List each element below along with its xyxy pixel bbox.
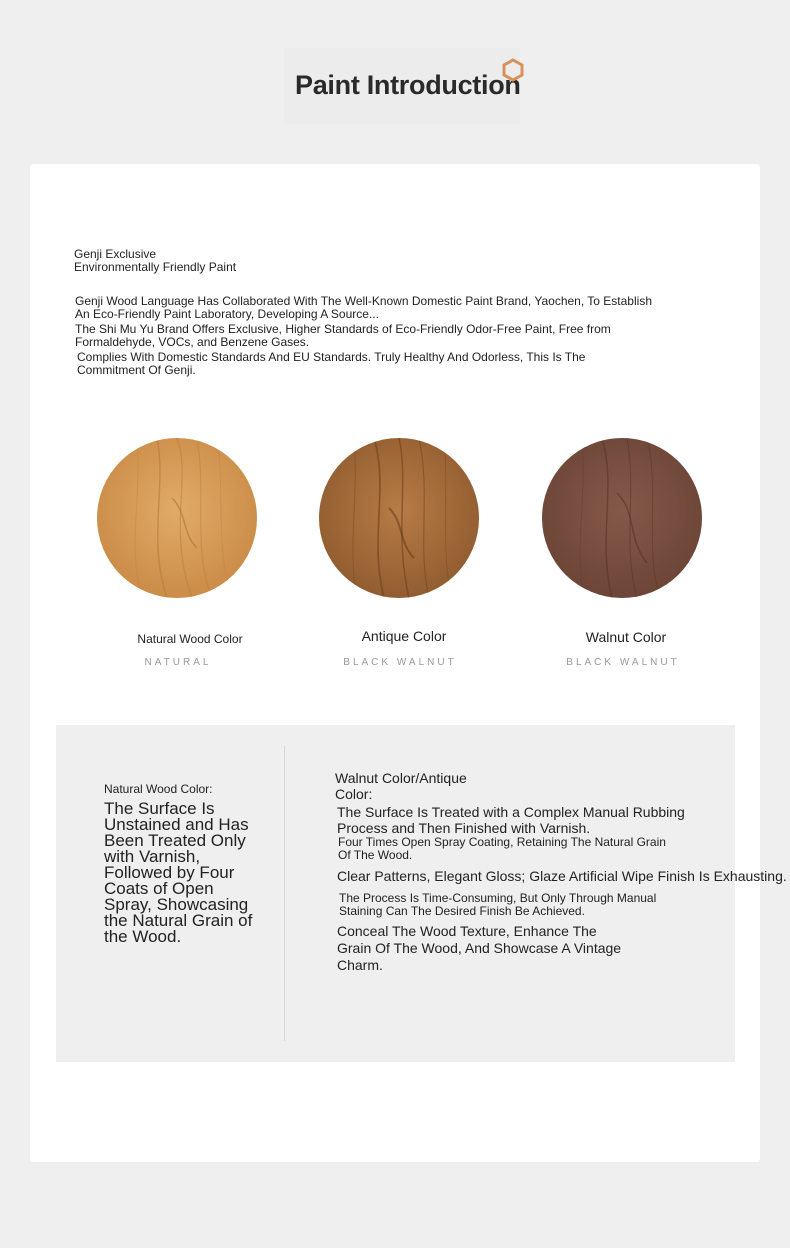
intro-heading-line2: Environmentally Friendly Paint bbox=[74, 260, 237, 274]
color-name-walnut: Walnut Color bbox=[585, 629, 667, 645]
walnut-detail-4: The Process Is Time-Consuming, But Only Through Manual Staining Can The Desired Finish Be Achieved. bbox=[339, 891, 657, 918]
walnut-swatch bbox=[542, 438, 702, 598]
natural-wood-swatch bbox=[97, 438, 257, 598]
walnut-detail-5: Conceal The Wood Texture, Enhance The Grain Of The Wood, And Showcase A Vintage Charm. bbox=[337, 923, 622, 973]
color-name-antique: Antique Color bbox=[361, 628, 447, 644]
walnut-detail-3: Clear Patterns, Elegant Gloss; Glaze Artificial Wipe Finish Is Exhausting. bbox=[337, 868, 787, 884]
content-card bbox=[30, 164, 787, 1162]
color-sub-antique: BLACK WALNUT bbox=[343, 657, 457, 668]
walnut-detail-2: Four Times Open Spray Coating, Retaining The Natural Grain Of The Wood. bbox=[338, 835, 666, 862]
page-title: Paint Introduction bbox=[295, 70, 521, 100]
antique-swatch bbox=[319, 438, 479, 598]
natural-finish-heading: Natural Wood Color: bbox=[104, 782, 213, 796]
hexagon-nut-icon bbox=[501, 58, 525, 82]
walnut-antique-heading: Walnut Color/Antique Color: bbox=[335, 770, 467, 802]
color-sub-walnut: BLACK WALNUT bbox=[566, 657, 680, 668]
intro-heading-line1: Genji Exclusive bbox=[74, 247, 157, 261]
finish-details-panel bbox=[56, 725, 787, 1062]
intro-paragraph-3: Complies With Domestic Standards And EU Standards. Truly Healthy And Odorless, This Is The Commitment Of Genji. bbox=[77, 350, 586, 377]
natural-finish-description: The Surface Is Unstained and Has Been Treated Only with Varnish, Followed by Four Coats of Open Spray, Showcasing the Natural Grain of the Wood. bbox=[104, 799, 253, 946]
intro-paragraph-1: Genji Wood Language Has Collaborated With The Well-Known Domestic Paint Brand, Yaochen, To Establish An Eco-Friendly Paint Laboratory, Developing A Source... bbox=[75, 294, 652, 321]
page-header bbox=[0, 0, 790, 150]
intro-paragraph-2: The Shi Mu Yu Brand Offers Exclusive, Higher Standards of Eco-Friendly Odor-Free Paint, Free from Formaldehyde, VOCs, and Benzene Gases. bbox=[75, 322, 611, 349]
panel-divider bbox=[284, 746, 285, 1041]
intro-heading bbox=[74, 248, 236, 274]
color-sub-natural: NATURAL bbox=[144, 657, 212, 668]
color-name-natural: Natural Wood Color bbox=[137, 632, 243, 646]
walnut-detail-1: The Surface Is Treated with a Complex Manual Rubbing Process and Then Finished with Varnish. bbox=[337, 804, 685, 836]
